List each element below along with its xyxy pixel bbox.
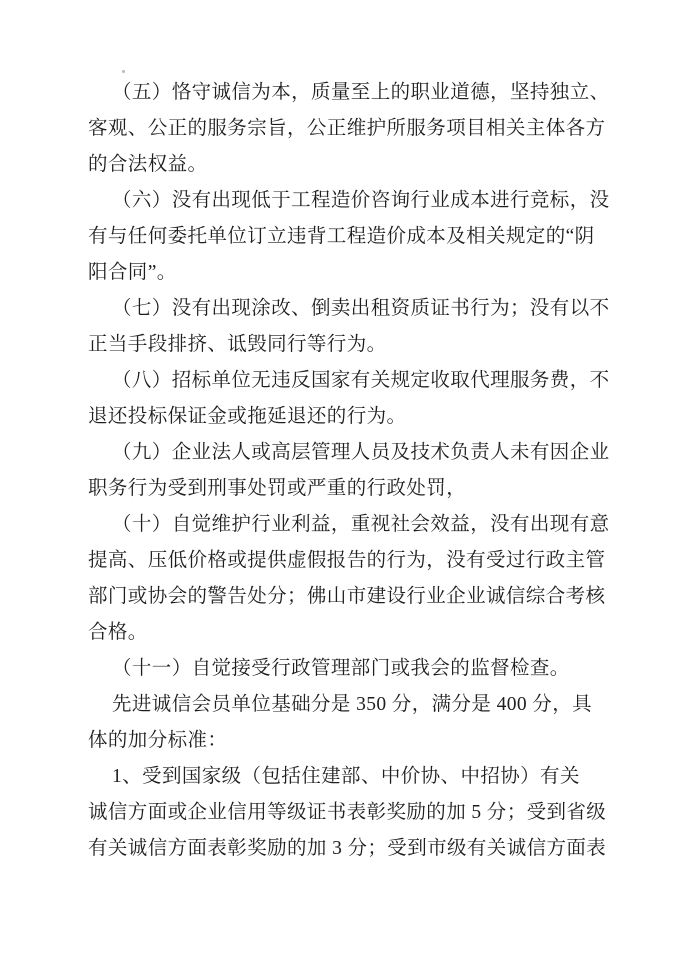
text-line: （五）恪守诚信为本，质量至上的职业道德，坚持独立、 xyxy=(112,82,610,103)
text-line: 提高、压低价格或提供虚假报告的行为，没有受过行政主管 xyxy=(88,550,606,571)
text-line: 先进诚信会员单位基础分是 350 分，满分是 400 分，具 xyxy=(112,694,593,715)
text-line: （八）招标单位无违反国家有关规定收取代理服务费，不 xyxy=(112,370,610,391)
text-line: 客观、公正的服务宗旨，公正维护所服务项目相关主体各方 xyxy=(88,118,606,139)
text-line: 正当手段排挤、诋毁同行等行为。 xyxy=(88,334,387,355)
text-line: 合格。 xyxy=(88,622,148,643)
text-line: 体的加分标准： xyxy=(88,730,228,751)
text-line: 有与任何委托单位订立违背工程造价成本及相关规定的“阴 xyxy=(88,226,595,247)
text-line: 职务行为受到刑事处罚或严重的行政处罚， xyxy=(88,478,467,499)
scan-speck xyxy=(122,70,125,73)
text-line: 有关诚信方面表彰奖励的加 3 分；受到市级有关诚信方面表 xyxy=(88,838,607,859)
text-line: 的合法权益。 xyxy=(88,154,208,175)
text-line: （九）企业法人或高层管理人员及技术负责人未有因企业 xyxy=(112,442,610,463)
text-line: 退还投标保证金或拖延退还的行为。 xyxy=(88,406,407,427)
text-line: （十）自觉维护行业利益，重视社会效益，没有出现有意 xyxy=(112,514,610,535)
text-block xyxy=(88,75,608,867)
text-line: 阳合同”。 xyxy=(88,262,177,283)
text-line: 部门或协会的警告处分；佛山市建设行业企业诚信综合考核 xyxy=(88,586,606,607)
text-line: （七）没有出现涂改、倒卖出租资质证书行为；没有以不 xyxy=(112,298,610,319)
text-line: 诚信方面或企业信用等级证书表彰奖励的加 5 分；受到省级 xyxy=(88,802,607,823)
text-line: （十一）自觉接受行政管理部门或我会的监督检查。 xyxy=(112,658,570,679)
text-line: （六）没有出现低于工程造价咨询行业成本进行竞标，没 xyxy=(112,190,610,211)
text-line: 1、受到国家级（包括住建部、中价协、中招协）有关 xyxy=(112,766,580,787)
